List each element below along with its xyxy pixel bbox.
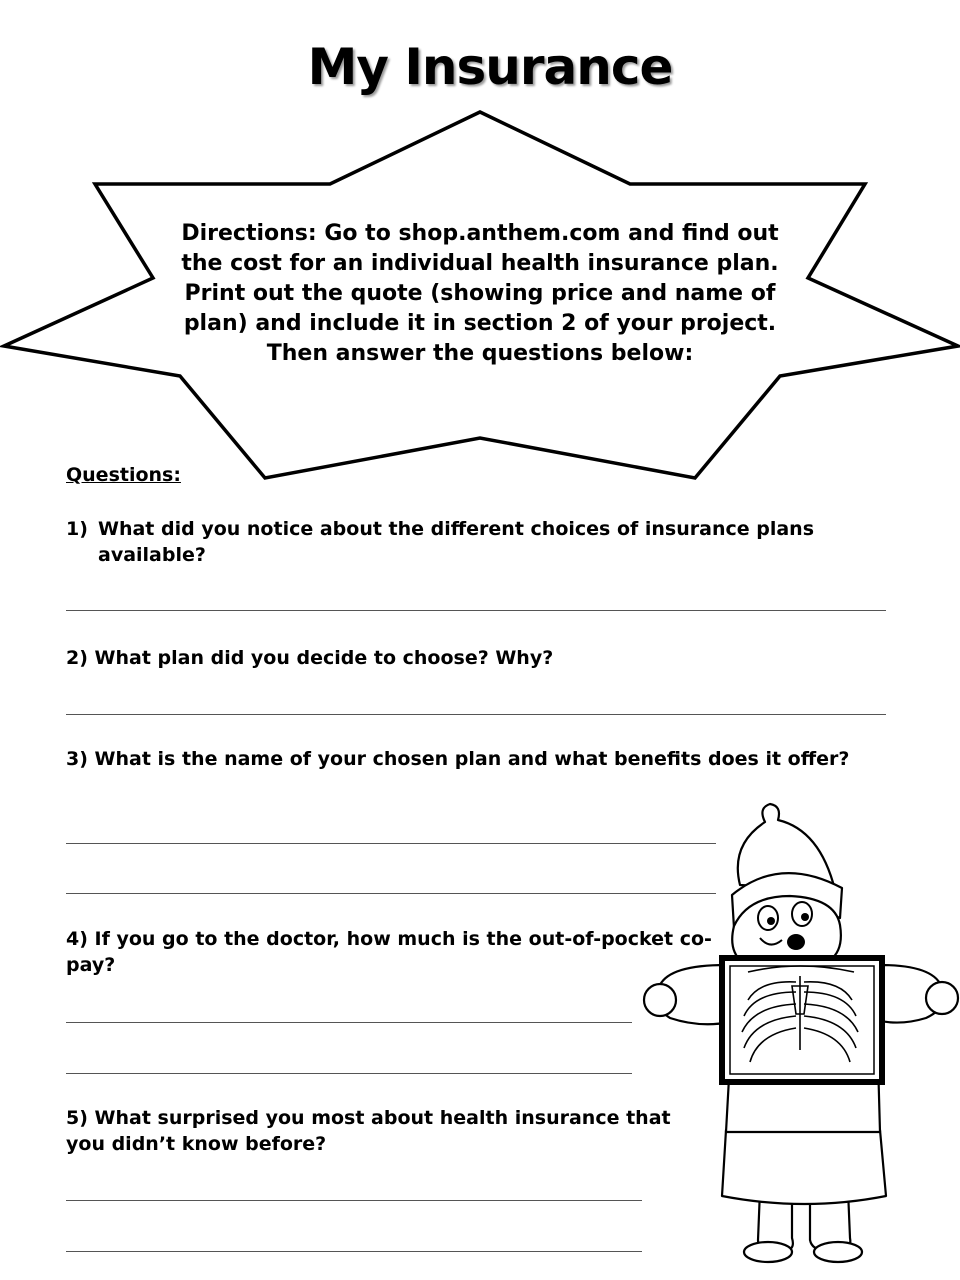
directions-text: Directions: Go to shop.anthem.com and find out the cost for an individual health insurance plan. Print out the quote (showing price and name of plan) and include it in section 2 of your project. Then answer the questions below: — [181, 221, 779, 366]
question-2: 2) What plan did you decide to choose? Why? — [66, 647, 554, 669]
answer-line-2a[interactable] — [66, 714, 886, 715]
question-1-number: 1) — [66, 518, 88, 540]
question-5: 5) What surprised you most about health insurance that you didn’t know before? — [66, 1107, 671, 1155]
answer-line-1a[interactable] — [66, 610, 886, 611]
answer-line-3b[interactable] — [66, 893, 716, 894]
page-title: My Insurance — [307, 38, 673, 96]
xray-child-illustration — [630, 800, 960, 1280]
answer-line-5b[interactable] — [66, 1251, 642, 1252]
question-1-text: What did you notice about the different choices of insurance plans available? — [98, 518, 815, 566]
question-3: 3) What is the name of your chosen plan and what benefits does it offer? — [66, 748, 850, 770]
answer-line-5a[interactable] — [66, 1200, 642, 1201]
question-1 — [66, 516, 896, 568]
question-4: 4) If you go to the doctor, how much is the out-of-pocket co-pay? — [66, 928, 712, 976]
answer-line-3a[interactable] — [66, 843, 716, 844]
answer-line-4b[interactable] — [66, 1073, 632, 1074]
answer-line-4a[interactable] — [66, 1022, 632, 1023]
questions-heading: Questions: — [66, 464, 181, 486]
